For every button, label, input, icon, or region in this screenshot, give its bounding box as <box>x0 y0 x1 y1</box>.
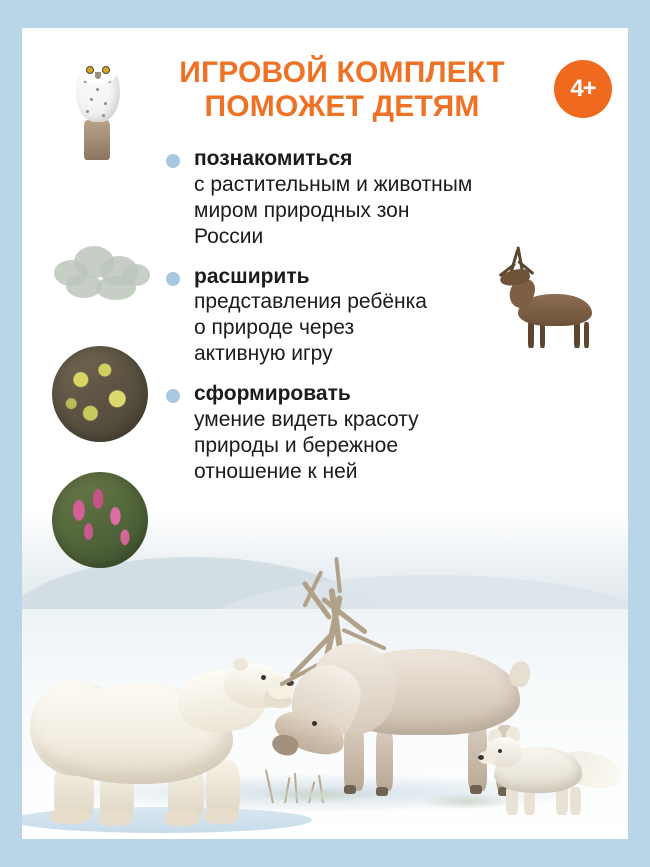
poster-title <box>142 56 542 123</box>
poster-card <box>22 28 628 839</box>
polar-bear-paw <box>50 808 90 824</box>
small-reindeer-leg <box>584 322 589 348</box>
arctic-fox-nose <box>478 755 484 760</box>
tree-stump <box>84 120 110 160</box>
list-item <box>162 146 592 250</box>
reindeer-hoof <box>344 785 356 794</box>
reindeer-eye <box>312 721 317 726</box>
bullet-line: активную игру <box>194 342 333 366</box>
bullet-dot-icon <box>166 272 180 286</box>
bullet-line: отношение к ней <box>194 460 358 484</box>
reindeer-antler-tine <box>334 557 342 593</box>
polar-bear-paw <box>204 808 238 824</box>
reindeer-tail <box>508 659 533 689</box>
title-line-2: ПОМОЖЕТ ДЕТЯМ <box>204 89 480 123</box>
owl-speck <box>104 102 107 105</box>
bullet-lead: познакомиться <box>194 147 353 170</box>
age-badge: 4+ <box>554 60 612 118</box>
bullet-line: представления ребёнка <box>194 290 427 314</box>
polar-bear-ear <box>233 658 248 671</box>
owl-speck <box>86 110 89 113</box>
small-reindeer-illustration <box>492 246 612 356</box>
owl-beak <box>95 72 101 79</box>
bullet-dot-icon <box>166 154 180 168</box>
polar-bear-paw <box>164 810 200 826</box>
arctic-fox-eye <box>498 749 502 753</box>
tundra-plants-photo <box>52 346 148 442</box>
bullet-dot-icon <box>166 389 180 403</box>
snowy-owl-photo <box>50 50 150 170</box>
polar-bear-illustration <box>28 622 293 827</box>
title-line-1: ИГРОВОЙ КОМПЛЕКТ <box>179 56 505 89</box>
bullet-lead: сформировать <box>194 382 351 406</box>
lichen-blob <box>122 264 150 286</box>
polar-bear-paw <box>98 810 132 826</box>
arctic-fox-leg <box>570 787 581 815</box>
reindeer-leg <box>376 727 393 791</box>
tundra-flowers-photo <box>52 472 148 568</box>
bullet-line: с растительным и животным <box>194 172 473 196</box>
lichen-photo <box>48 234 156 312</box>
reindeer-hoof <box>376 787 388 796</box>
owl-eye <box>86 66 94 74</box>
bullet-line: о природе через <box>194 316 355 340</box>
list-item <box>162 381 592 485</box>
bullet-line: умение видеть красоту <box>194 408 419 432</box>
owl-speck <box>90 98 93 101</box>
owl-speck <box>102 114 105 117</box>
owl-head <box>78 52 118 84</box>
owl-speck <box>96 88 99 91</box>
bullet-line: природы и бережное <box>194 434 399 458</box>
owl-eye <box>102 66 110 74</box>
bullet-line: миром природных зон <box>194 198 410 222</box>
bullet-lead: расширить <box>194 264 310 288</box>
bullet-line: России <box>194 224 264 248</box>
polar-bear-eye <box>261 675 266 680</box>
arctic-fox-illustration <box>472 709 622 829</box>
